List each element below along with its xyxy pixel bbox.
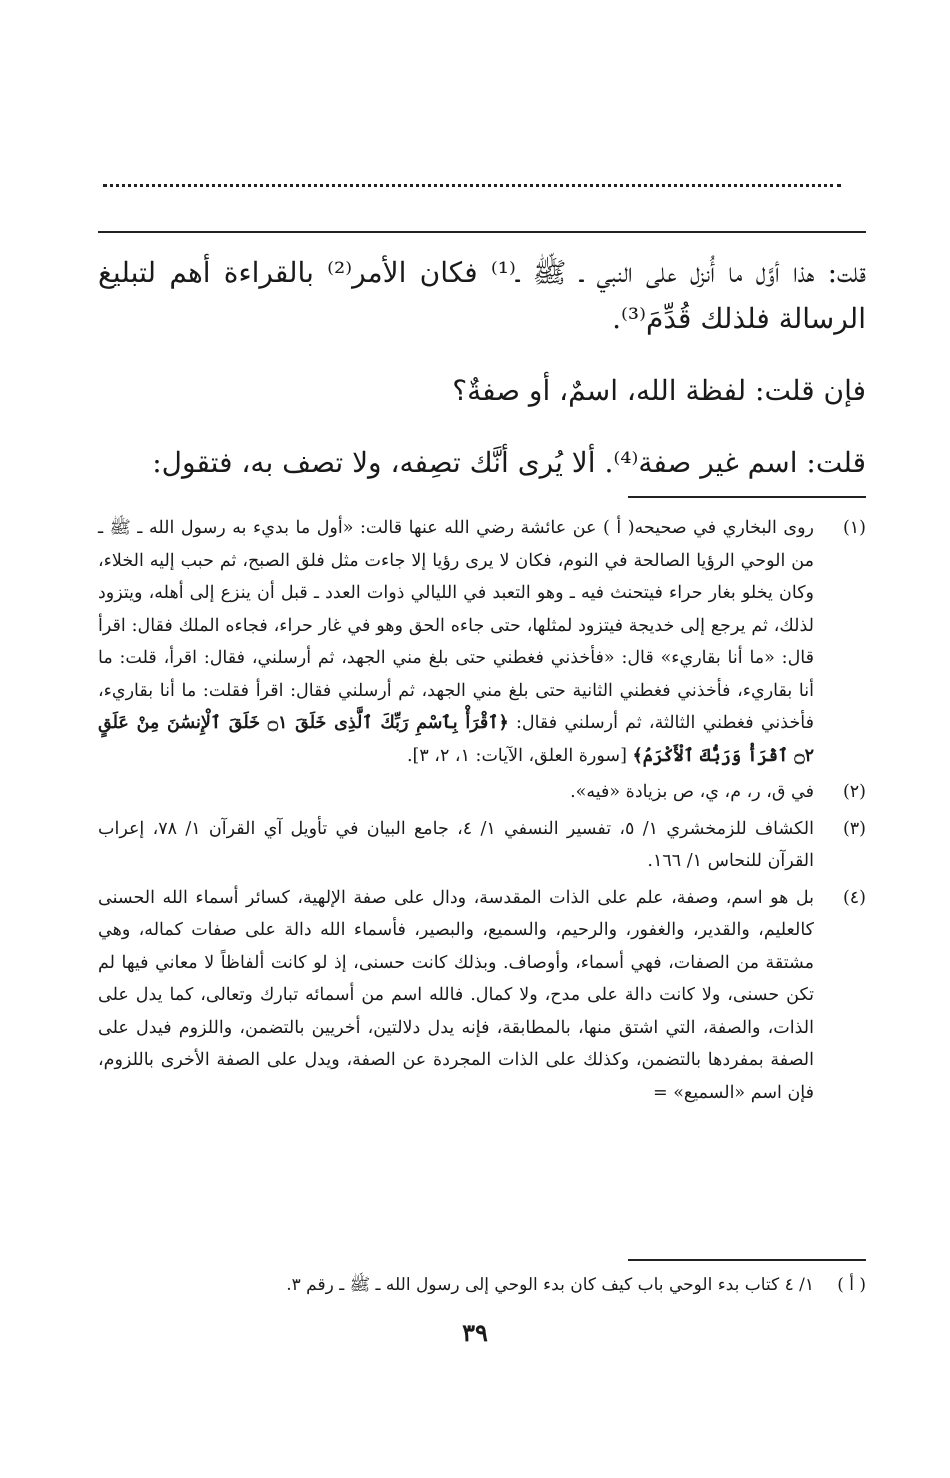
footnote-text: بل هو اسم، وصفة، علم على الذات المقدسة، ودال على صفة الإلهية، كسائر أسماء الله الحسنى كالعليم، والقدير، والغفور، والرحيم، والسميع، والبصير، فأسماء الله دالة على صفات كماله، وهي مشتقة من الصفات، فهي أسماء، وأوصاف. وبذلك كانت حسنى، إذ لو كانت ألفاظاً لا معاني فيها لم تكن حسنى، ولا كانت دالة على مدح، ولا كمال. فالله اسم من أسمائه تبارك وتعالى، كما يدل على الذات، والصفة، التي اشتق منها، بالمطابقة، فإنه يدل دلالتين، أخريين بالتضمن، واللزوم فيدل على الصفة بمفردها بالتضمن، وكذلك على الذات المجردة عن الصفة، ويدل على الصفة الأخرى باللزوم، فإن اسم «السميع» = [98, 887, 814, 1103]
source-note-a [98, 1270, 866, 1300]
page-number: ٣٩ [462, 1318, 488, 1347]
footnote-number: (٤) [842, 887, 866, 908]
footnote-rule [628, 496, 866, 498]
dotted-separator [103, 176, 841, 187]
footnote-number: (٣) [842, 818, 866, 839]
footnote-4 [98, 882, 866, 1110]
main-paragraph-3: قلت: اسم غير صفة⁽⁴⁾. ألا يُرى أنَّك تصِفه، ولا تصف به، فتقول: [152, 446, 866, 479]
main-paragraph-1: قلت: هذا أوَّل ما أُنزل على النبي ـ ﷺ ـ⁽¹⁾ فكان الأمر⁽²⁾ بالقراءة أهم لتبليغ الرسالة فلذلك قُدِّمَ⁽³⁾. [98, 256, 866, 335]
footnote-1 [98, 512, 866, 772]
footnote-number: (١) [842, 518, 866, 538]
source-text: ١/ ٤ كتاب بدء الوحي باب كيف كان بدء الوحي إلى رسول الله ـ ﷺ ـ رقم ٣. [286, 1275, 814, 1295]
sources-rule [628, 1259, 866, 1261]
footnote-2 [98, 776, 866, 809]
footnote-citation: [سورة العلق، الآيات: ١، ٢، ٣]. [406, 745, 627, 766]
source-notes [98, 1270, 866, 1304]
main-paragraph-2: فإن قلت: لفظة الله، اسمٌ، أو صفةٌ؟ [452, 374, 866, 407]
footnote-text: الكشاف للزمخشري ١/ ٥، تفسير النسفي ١/ ٤، جامع البيان في تأويل آي القرآن ١/ ٧٨، إعراب القرآن للنحاس ١/ ١٦٦. [98, 818, 814, 871]
footnotes [98, 512, 866, 1113]
footnote-text: في ق، ر، م، ي، ص بزيادة «فيه». [570, 782, 814, 802]
footnote-number: (٢) [842, 782, 866, 802]
quran-verse: ﴿ٱقْرَأْ بِٱسْمِ رَبِّكَ ٱلَّذِى خَلَقَ ۝١ خَلَقَ ٱلْإِنسَٰنَ مِنْ عَلَقٍ ۝٢ ٱقْرَأْ وَرَبُّكَ ٱلْأَكْرَمُ﴾ [98, 713, 814, 766]
source-number: ( أ ) [837, 1275, 866, 1295]
main-text [98, 244, 866, 486]
footnote-3 [98, 813, 866, 878]
top-rule [98, 231, 866, 233]
footnote-text: روى البخاري في صحيحه( أ ) عن عائشة رضي الله عنها قالت: «أول ما بديء به رسول الله ـ ﷺ ـ من الوحي الرؤيا الصالحة في النوم، فكان لا يرى رؤيا إلا جاءت مثل فلق الصبح، ثم حبب إليه الخلاء، وكان يخلو بغار حراء فيتحنث فيه ـ وهو التعبد في الليالي ذوات العدد ـ قبل أن ينزع إلى أهله، ويتزود لذلك، ثم يرجع إلى خديجة فيتزود لمثلها، حتى جاءه الحق وهو في غار حراء، فجاءه الملك فقال: اقرأ قال: «ما أنا بقاريء» قال: «فأخذني فغطني حتى بلغ مني الجهد، ثم أرسلني، فقال: اقرأ، قلت: ما أنا بقاريء، فأخذني فغطني الثانية حتى بلغ مني الجهد، ثم أرسلني فقال: اقرأ فقلت: ما أنا بقاريء، فأخذني فغطني الثالثة، ثم أرسلني فقال: [98, 518, 814, 733]
